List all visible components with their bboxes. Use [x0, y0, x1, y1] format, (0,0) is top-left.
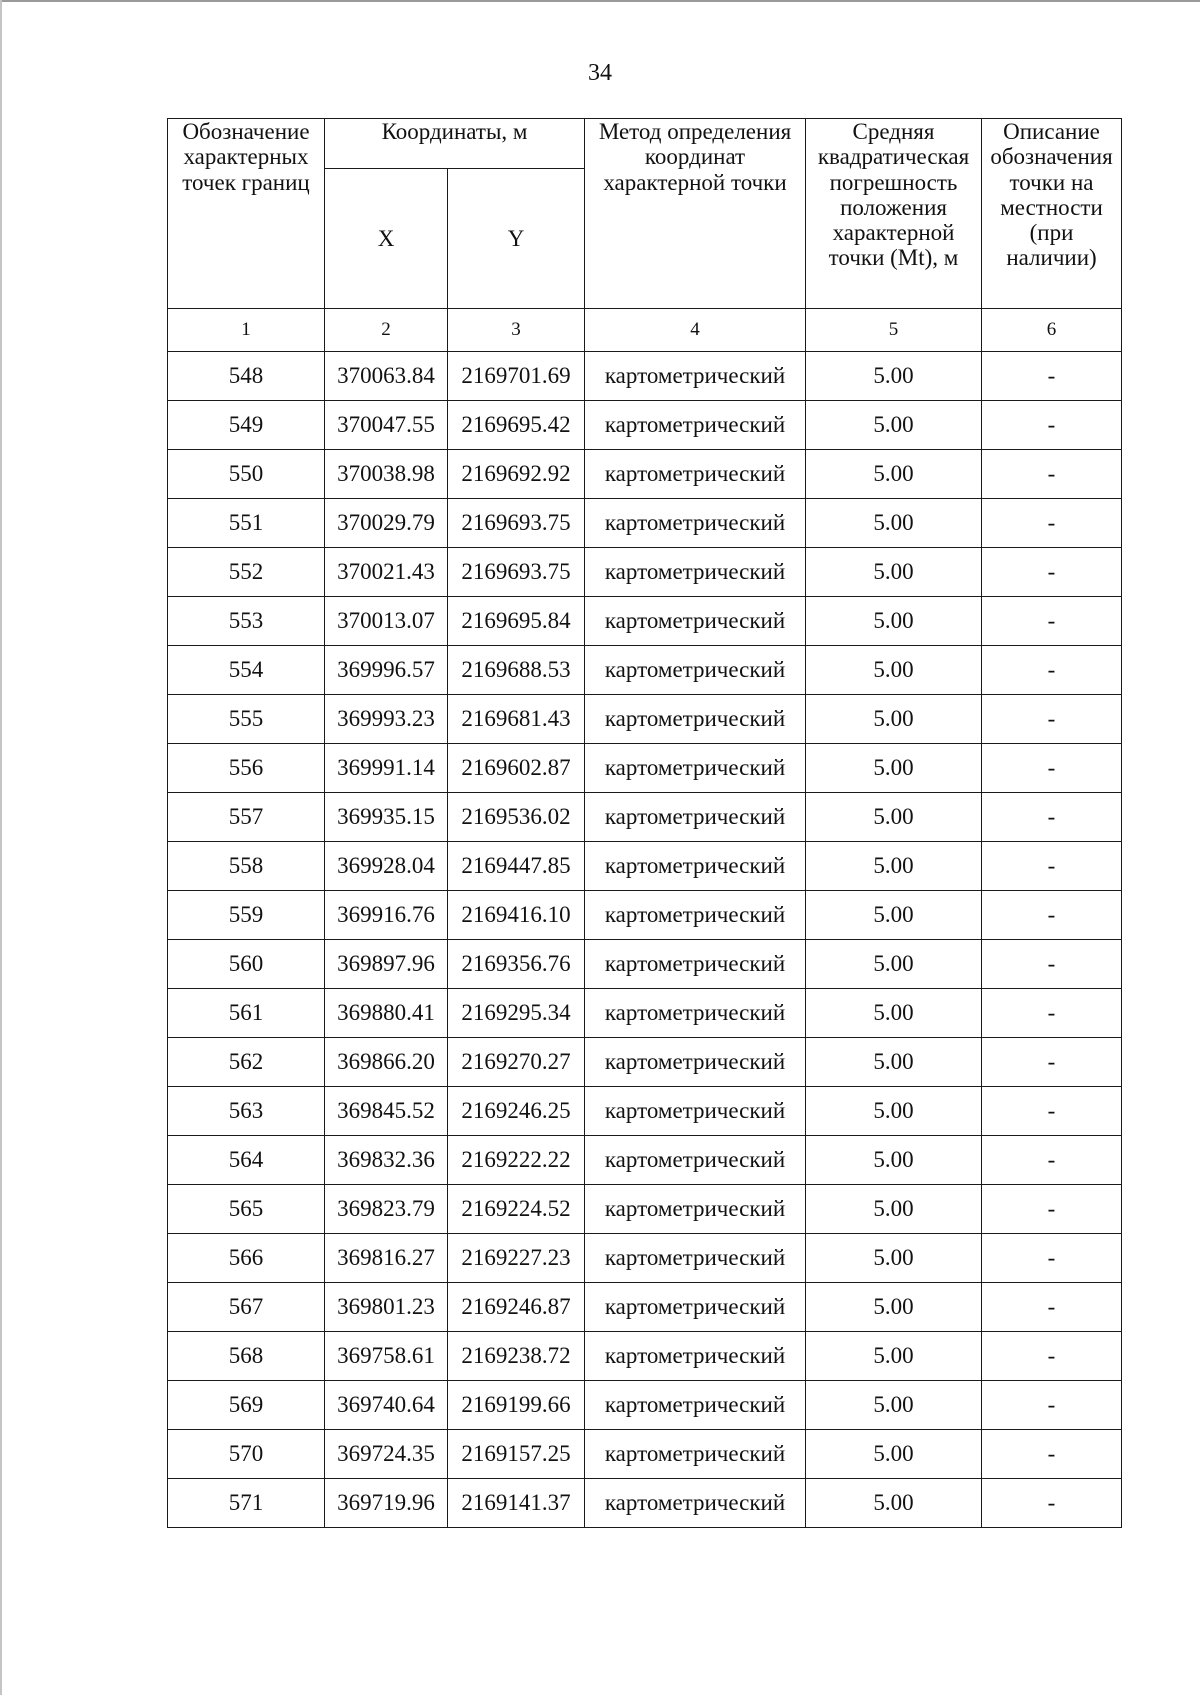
cell-point: 567 — [168, 1283, 325, 1332]
table-row — [168, 646, 1122, 695]
cell-error: 5.00 — [806, 1038, 982, 1087]
cell-description: - — [982, 793, 1122, 842]
cell-error: 5.00 — [806, 450, 982, 499]
cell-point: 557 — [168, 793, 325, 842]
cell-description: - — [982, 401, 1122, 450]
cell-y: 2169356.76 — [448, 940, 585, 989]
cell-point: 555 — [168, 695, 325, 744]
table-row — [168, 1283, 1122, 1332]
cell-point: 569 — [168, 1381, 325, 1430]
cell-y: 2169681.43 — [448, 695, 585, 744]
cell-method: картометрический — [585, 352, 806, 401]
table-row — [168, 597, 1122, 646]
cell-error: 5.00 — [806, 1479, 982, 1528]
cell-method: картометрический — [585, 1136, 806, 1185]
cell-description: - — [982, 842, 1122, 891]
cell-y: 2169688.53 — [448, 646, 585, 695]
cell-y: 2169224.52 — [448, 1185, 585, 1234]
cell-point: 571 — [168, 1479, 325, 1528]
cell-x: 369832.36 — [325, 1136, 448, 1185]
cell-y: 2169701.69 — [448, 352, 585, 401]
cell-y: 2169270.27 — [448, 1038, 585, 1087]
cell-point: 552 — [168, 548, 325, 597]
cell-x: 369935.15 — [325, 793, 448, 842]
cell-method: картометрический — [585, 1038, 806, 1087]
table-row — [168, 352, 1122, 401]
cell-x: 369845.52 — [325, 1087, 448, 1136]
cell-x: 369758.61 — [325, 1332, 448, 1381]
cell-x: 369801.23 — [325, 1283, 448, 1332]
cell-y: 2169602.87 — [448, 744, 585, 793]
cell-x: 369823.79 — [325, 1185, 448, 1234]
table-row — [168, 1087, 1122, 1136]
cell-description: - — [982, 989, 1122, 1038]
table-row — [168, 793, 1122, 842]
table-row — [168, 891, 1122, 940]
cell-description: - — [982, 1087, 1122, 1136]
cell-error: 5.00 — [806, 1332, 982, 1381]
cell-method: картометрический — [585, 989, 806, 1038]
cell-y: 2169692.92 — [448, 450, 585, 499]
cell-point: 563 — [168, 1087, 325, 1136]
column-number: 3 — [448, 309, 585, 352]
cell-error: 5.00 — [806, 695, 982, 744]
cell-error: 5.00 — [806, 989, 982, 1038]
cell-point: 560 — [168, 940, 325, 989]
cell-method: картометрический — [585, 1283, 806, 1332]
cell-method: картометрический — [585, 940, 806, 989]
column-number: 5 — [806, 309, 982, 352]
cell-y: 2169693.75 — [448, 499, 585, 548]
cell-description: - — [982, 1234, 1122, 1283]
cell-error: 5.00 — [806, 1136, 982, 1185]
cell-x: 369916.76 — [325, 891, 448, 940]
column-number: 6 — [982, 309, 1122, 352]
cell-point: 553 — [168, 597, 325, 646]
cell-y: 2169141.37 — [448, 1479, 585, 1528]
cell-error: 5.00 — [806, 793, 982, 842]
header-error: Средняя квадратическая погрешность положения характерной точки (Mt), м — [806, 119, 982, 309]
cell-method: картометрический — [585, 793, 806, 842]
table-row — [168, 744, 1122, 793]
cell-y: 2169295.34 — [448, 989, 585, 1038]
cell-description: - — [982, 1283, 1122, 1332]
cell-description: - — [982, 548, 1122, 597]
header-coordinates: Координаты, м — [325, 119, 585, 169]
cell-description: - — [982, 1332, 1122, 1381]
cell-error: 5.00 — [806, 1430, 982, 1479]
header-method: Метод определения координат характерной точки — [585, 119, 806, 309]
cell-description: - — [982, 1479, 1122, 1528]
cell-description: - — [982, 744, 1122, 793]
table-row — [168, 401, 1122, 450]
cell-error: 5.00 — [806, 1234, 982, 1283]
cell-y: 2169157.25 — [448, 1430, 585, 1479]
cell-point: 561 — [168, 989, 325, 1038]
column-number: 4 — [585, 309, 806, 352]
table-row — [168, 1381, 1122, 1430]
cell-method: картометрический — [585, 842, 806, 891]
cell-y: 2169693.75 — [448, 548, 585, 597]
cell-point: 549 — [168, 401, 325, 450]
page-edge-left — [0, 0, 2, 1695]
cell-y: 2169416.10 — [448, 891, 585, 940]
cell-x: 369993.23 — [325, 695, 448, 744]
cell-x: 369816.27 — [325, 1234, 448, 1283]
cell-x: 370063.84 — [325, 352, 448, 401]
cell-error: 5.00 — [806, 1283, 982, 1332]
table-body — [168, 352, 1122, 1528]
cell-point: 556 — [168, 744, 325, 793]
header-y: Y — [448, 169, 585, 309]
cell-y: 2169447.85 — [448, 842, 585, 891]
cell-error: 5.00 — [806, 1381, 982, 1430]
cell-description: - — [982, 450, 1122, 499]
table-row — [168, 1479, 1122, 1528]
cell-point: 566 — [168, 1234, 325, 1283]
cell-x: 369866.20 — [325, 1038, 448, 1087]
page-edge-top — [0, 0, 1200, 2]
cell-y: 2169222.22 — [448, 1136, 585, 1185]
cell-description: - — [982, 352, 1122, 401]
table-row — [168, 940, 1122, 989]
cell-method: картометрический — [585, 597, 806, 646]
cell-point: 548 — [168, 352, 325, 401]
cell-x: 369724.35 — [325, 1430, 448, 1479]
cell-method: картометрический — [585, 1430, 806, 1479]
cell-error: 5.00 — [806, 646, 982, 695]
cell-point: 554 — [168, 646, 325, 695]
cell-description: - — [982, 1185, 1122, 1234]
cell-method: картометрический — [585, 499, 806, 548]
cell-method: картометрический — [585, 1234, 806, 1283]
cell-description: - — [982, 1381, 1122, 1430]
column-number: 2 — [325, 309, 448, 352]
cell-error: 5.00 — [806, 352, 982, 401]
cell-method: картометрический — [585, 1087, 806, 1136]
cell-method: картометрический — [585, 1479, 806, 1528]
cell-error: 5.00 — [806, 1185, 982, 1234]
table-row — [168, 695, 1122, 744]
cell-method: картометрический — [585, 1332, 806, 1381]
cell-y: 2169199.66 — [448, 1381, 585, 1430]
cell-point: 568 — [168, 1332, 325, 1381]
cell-point: 565 — [168, 1185, 325, 1234]
cell-method: картометрический — [585, 695, 806, 744]
column-number: 1 — [168, 309, 325, 352]
cell-point: 562 — [168, 1038, 325, 1087]
cell-method: картометрический — [585, 1185, 806, 1234]
cell-description: - — [982, 1136, 1122, 1185]
cell-error: 5.00 — [806, 940, 982, 989]
cell-point: 558 — [168, 842, 325, 891]
coordinates-table — [167, 118, 1122, 1528]
header-description: Описание обозначения точки на местности (при наличии) — [982, 119, 1122, 309]
cell-description: - — [982, 1038, 1122, 1087]
cell-x: 370029.79 — [325, 499, 448, 548]
cell-x: 370038.98 — [325, 450, 448, 499]
cell-error: 5.00 — [806, 1087, 982, 1136]
cell-y: 2169536.02 — [448, 793, 585, 842]
page-number: 34 — [588, 60, 612, 86]
cell-method: картометрический — [585, 401, 806, 450]
column-number-row — [168, 309, 1122, 352]
cell-error: 5.00 — [806, 597, 982, 646]
cell-error: 5.00 — [806, 548, 982, 597]
cell-error: 5.00 — [806, 401, 982, 450]
cell-description: - — [982, 499, 1122, 548]
cell-method: картометрический — [585, 891, 806, 940]
cell-description: - — [982, 940, 1122, 989]
cell-x: 369996.57 — [325, 646, 448, 695]
cell-method: картометрический — [585, 548, 806, 597]
cell-method: картометрический — [585, 1381, 806, 1430]
header-designation: Обозначение характерных точек границ — [168, 119, 325, 309]
table-row — [168, 1430, 1122, 1479]
cell-y: 2169695.42 — [448, 401, 585, 450]
cell-method: картометрический — [585, 744, 806, 793]
cell-x: 369928.04 — [325, 842, 448, 891]
cell-x: 369897.96 — [325, 940, 448, 989]
cell-x: 370013.07 — [325, 597, 448, 646]
cell-y: 2169238.72 — [448, 1332, 585, 1381]
cell-x: 369740.64 — [325, 1381, 448, 1430]
table-row — [168, 842, 1122, 891]
cell-x: 369880.41 — [325, 989, 448, 1038]
cell-description: - — [982, 1430, 1122, 1479]
table-row — [168, 989, 1122, 1038]
cell-x: 370021.43 — [325, 548, 448, 597]
cell-y: 2169695.84 — [448, 597, 585, 646]
header-x: X — [325, 169, 448, 309]
cell-x: 369719.96 — [325, 1479, 448, 1528]
cell-y: 2169227.23 — [448, 1234, 585, 1283]
cell-point: 570 — [168, 1430, 325, 1479]
cell-x: 370047.55 — [325, 401, 448, 450]
cell-method: картометрический — [585, 646, 806, 695]
cell-point: 559 — [168, 891, 325, 940]
cell-description: - — [982, 646, 1122, 695]
cell-error: 5.00 — [806, 891, 982, 940]
cell-y: 2169246.87 — [448, 1283, 585, 1332]
table-row — [168, 1038, 1122, 1087]
table-row — [168, 1332, 1122, 1381]
table-row — [168, 450, 1122, 499]
cell-description: - — [982, 891, 1122, 940]
cell-method: картометрический — [585, 450, 806, 499]
table-row — [168, 1234, 1122, 1283]
table-row — [168, 1185, 1122, 1234]
cell-description: - — [982, 695, 1122, 744]
cell-y: 2169246.25 — [448, 1087, 585, 1136]
cell-point: 550 — [168, 450, 325, 499]
cell-point: 564 — [168, 1136, 325, 1185]
cell-description: - — [982, 597, 1122, 646]
table-row — [168, 1136, 1122, 1185]
cell-error: 5.00 — [806, 744, 982, 793]
table-row — [168, 548, 1122, 597]
cell-error: 5.00 — [806, 499, 982, 548]
cell-point: 551 — [168, 499, 325, 548]
cell-error: 5.00 — [806, 842, 982, 891]
cell-x: 369991.14 — [325, 744, 448, 793]
table-row — [168, 499, 1122, 548]
